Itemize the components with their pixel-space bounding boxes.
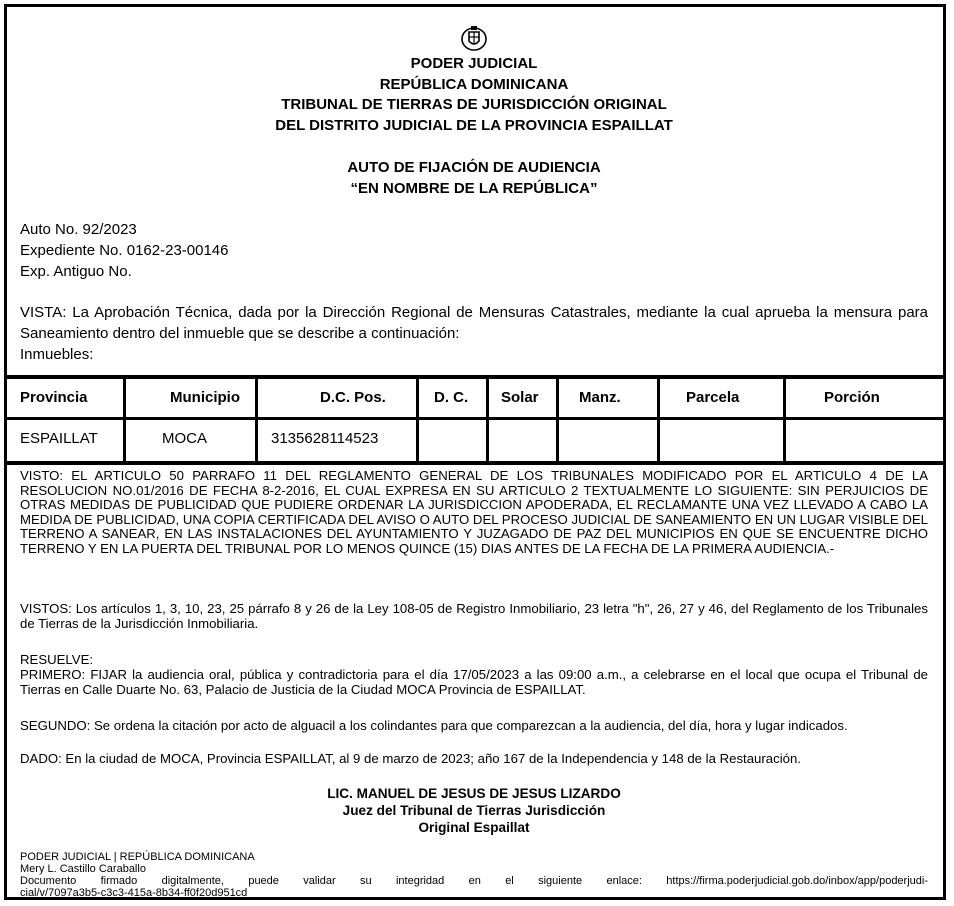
- header-provincia: Provincia: [20, 389, 88, 406]
- signer-title-2: Original Espaillat: [418, 820, 530, 835]
- dado-paragraph: DADO: En la ciudad de MOCA, Provincia ESPAILLAT, al 9 de marzo de 2023; año 167 de la Independencia y 148 de la Restauración.: [20, 751, 801, 766]
- inmuebles-label: Inmuebles:: [20, 346, 94, 363]
- cell-dc-pos: 3135628114523: [271, 430, 379, 447]
- cell-municipio: MOCA: [162, 430, 207, 447]
- expediente-antiguo: Exp. Antiguo No.: [20, 263, 132, 280]
- header-porcion: Porción: [824, 389, 880, 406]
- footer-institution: PODER JUDICIAL | REPÚBLICA DOMINICANA: [20, 851, 255, 863]
- footer-signer: Mery L. Castillo Caraballo: [20, 863, 146, 875]
- header-line-3: TRIBUNAL DE TIERRAS DE JURISDICCIÓN ORIGINAL: [281, 96, 667, 113]
- expediente-number: Expediente No. 0162-23-00146: [20, 242, 229, 259]
- header-line-2: REPÚBLICA DOMINICANA: [379, 75, 569, 93]
- resuelve-label: RESUELVE:: [20, 652, 94, 667]
- auto-number: Auto No. 92/2023: [20, 221, 137, 238]
- document-title: AUTO DE FIJACIÓN DE AUDIENCIA: [347, 159, 601, 176]
- header-municipio: Municipio: [170, 389, 240, 406]
- footer-validation-text: Documento firmado digitalmente, puede validar su integridad en el siguiente enlace: https://firma.poderjudicial.gob.do/inbox/app/poderjudi-: [20, 875, 928, 887]
- header-manz: Manz.: [579, 389, 621, 406]
- document-subtitle: “EN NOMBRE DE LA REPÚBLICA”: [350, 179, 598, 197]
- header-dc: D. C.: [434, 389, 469, 406]
- segundo-paragraph: SEGUNDO: Se ordena la citación por acto de alguacil a los colindantes para que comparezcan a la audiencia, del día, hora y lugar indicados.: [20, 718, 848, 733]
- signer-title-1: Juez del Tribunal de Tierras Jurisdicción: [342, 803, 606, 818]
- cell-provincia: ESPAILLAT: [20, 430, 98, 447]
- header-line-1: PODER JUDICIAL: [410, 55, 538, 72]
- header-solar: Solar: [501, 389, 539, 406]
- vistos-paragraph: VISTOS: Los artículos 1, 3, 10, 23, 25 párrafo 8 y 26 de la Ley 108-05 de Registro Inmobiliario, 23 letra "h", 26, 27 y 46, del Reglamento de los Tribunales de Tierras de la Jurisdicción Inmobiliaria.: [20, 601, 928, 631]
- signer-name: LIC. MANUEL DE JESUS DE JESUS LIZARDO: [327, 786, 621, 801]
- coat-of-arms-icon: [460, 24, 488, 52]
- vista-paragraph: VISTA: La Aprobación Técnica, dada por la Dirección Regional de Mensuras Catastrales, mediante la cual aprueba la mensura para Saneamiento dentro del inmueble que se describe a continuación:: [20, 304, 928, 342]
- footer-validation-link[interactable]: cial/v/7097a3b5-c3c3-415a-8b34-ff0f20d951cd: [20, 887, 248, 899]
- header-line-4: DEL DISTRITO JUDICIAL DE LA PROVINCIA ESPAILLAT: [275, 117, 673, 134]
- header-dc-pos: D.C. Pos.: [320, 389, 386, 406]
- primero-paragraph: PRIMERO: FIJAR la audiencia oral, pública y contradictoria para el día 17/05/2023 a las 09:00 a.m., a celebrarse en el local que ocupa el Tribunal de Tierras en Calle Duarte No. 63, Palacio de Justicia de la Ciudad MOCA Provincia de ESPAILLAT.: [20, 667, 928, 697]
- header-parcela: Parcela: [686, 389, 740, 406]
- visto-paragraph: VISTO: EL ARTICULO 50 PARRAFO 11 DEL REGLAMENTO GENERAL DE LOS TRIBUNALES MODIFICADO POR EL ARTICULO 4 DE LA RESOLUCION NO.01/2016 DE FECHA 8-2-2016, EL CUAL EXPRESA EN SU ARTICULO 2 TEXTUALMENTE LO SIGUIENTE: SIN PERJUICIOS DE OTRAS MEDIDAS DE PUBLICIDAD QUE PUDIERE ORDENAR LA JURISDICCION APODERADA, EL RECLAMANTE UNA VEZ LLEVADO A CABO LA MEDIDA DE PUBLICIDAD, UNA COPIA CERTIFICADA DEL AVISO O AUTO DEL PROCESO JUDICIAL DE SANEAMIENTO EN UN LUGAR VISIBLE DEL TERRENO A SANEAR, EN LAS INSTALACIONES DEL AYUNTAMIENTO Y JUZAGADO DE PAZ DEL MUNICIPIOS EN QUE SE ENCUENTRE DICHO TERRENO Y EN LA PUERTA DEL TRIBUNAL POR LO MENOS QUINCE (15) DIAS ANTES DE LA FECHA DE LA PRIMERA AUDIENCIA.-: [20, 468, 928, 556]
